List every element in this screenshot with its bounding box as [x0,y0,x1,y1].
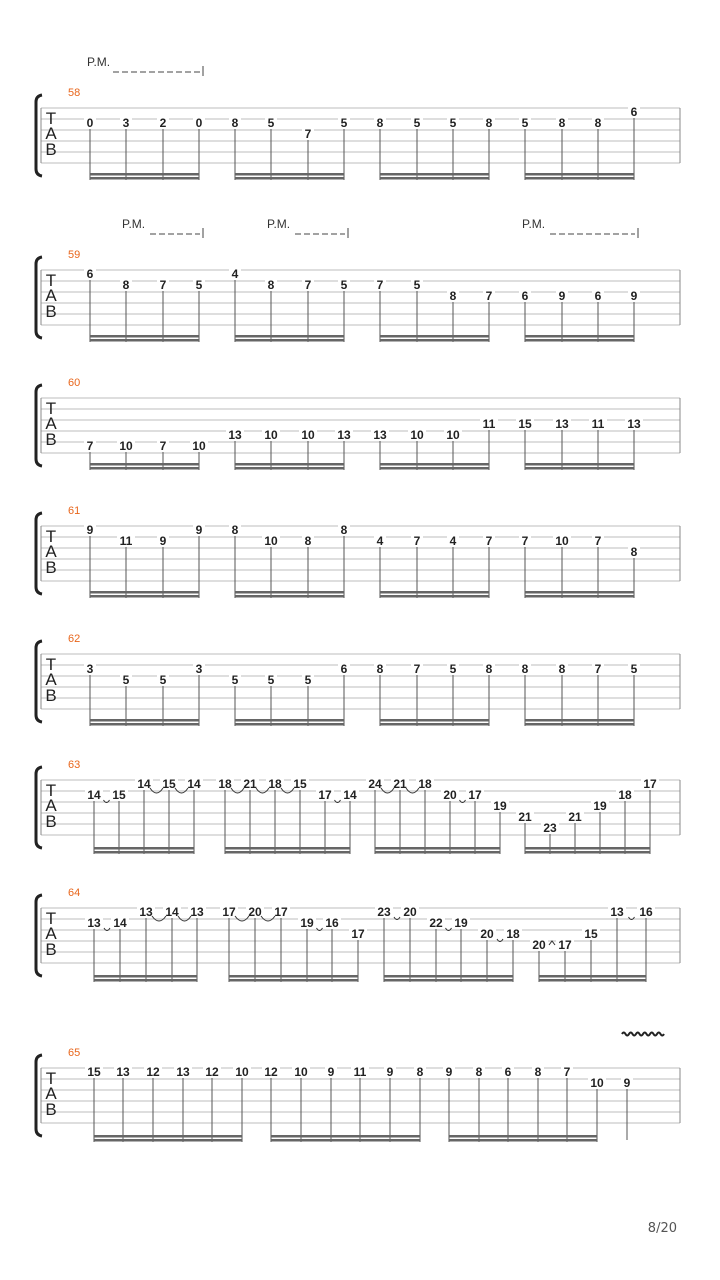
tab-clef-letter: T [45,1069,57,1088]
beam [235,723,344,726]
fret-number: 13 [87,916,101,930]
fret-number: 21 [393,777,407,791]
fret-number: 13 [627,417,641,431]
fret-number: 13 [176,1065,190,1079]
fret-number: 11 [119,534,133,548]
fret-number: 6 [594,289,602,303]
fret-number: 7 [159,439,167,453]
fret-number: 9 [630,289,638,303]
tab-clef-letter: T [45,109,57,128]
tab-system [36,217,680,342]
fret-number: 9 [623,1076,631,1090]
beam [539,979,646,982]
fret-number: 12 [146,1065,160,1079]
beam [94,851,194,854]
fret-number: 22 [429,916,443,930]
beam [525,177,634,180]
fret-number: 17 [318,788,332,802]
fret-number: 13 [337,428,351,442]
beam [525,847,650,850]
vibrato-mark [622,1033,664,1036]
fret-number: 15 [87,1065,101,1079]
fret-number: 10 [235,1065,249,1079]
fret-number: 21 [518,810,532,824]
tab-clef-letter: B [45,1100,57,1119]
tab-system [36,759,680,854]
fret-number: 7 [563,1065,571,1079]
beam [380,177,489,180]
beam [94,1139,242,1142]
fret-number: 13 [555,417,569,431]
fret-number: 5 [413,278,421,292]
fret-number: 5 [340,116,348,130]
fret-number: 7 [485,534,493,548]
tab-clef-letter: B [45,430,57,449]
fret-number: 8 [485,116,493,130]
tab-clef-letter: A [45,796,57,815]
tab-clef-letter: T [45,271,57,290]
page-number: 8/20 [647,1221,677,1236]
beam [235,467,344,470]
beam [271,1135,420,1138]
fret-number: 7 [594,662,602,676]
fret-number: 8 [475,1065,483,1079]
tab-clef-letter: A [45,414,57,433]
tab-clef-letter: T [45,781,57,800]
fret-number: 8 [416,1065,424,1079]
tab-clef-letter: A [45,542,57,561]
fret-number: 4 [231,267,239,281]
fret-number: 11 [482,417,496,431]
fret-number: 16 [639,905,653,919]
tab-clef-letter: A [45,924,57,943]
beam [539,975,646,978]
fret-number: 7 [304,127,312,141]
beam [380,719,489,722]
fret-number: 13 [228,428,242,442]
beam [525,591,634,594]
fret-number: 12 [264,1065,278,1079]
slide-mark [549,941,555,945]
fret-number: 15 [584,927,598,941]
fret-number: 14 [137,777,151,791]
measure-number: 64 [68,887,81,899]
beam [225,847,350,850]
fret-number: 10 [410,428,424,442]
tab-clef-letter: B [45,940,57,959]
beam [235,463,344,466]
fret-number: 13 [610,905,624,919]
fret-number: 19 [454,916,468,930]
fret-number: 7 [376,278,384,292]
beam [449,1139,597,1142]
fret-number: 8 [534,1065,542,1079]
beam [380,173,489,176]
fret-number: 6 [86,267,94,281]
fret-number: 17 [468,788,482,802]
fret-number: 10 [446,428,460,442]
fret-number: 8 [122,278,130,292]
beam [229,979,358,982]
fret-number: 8 [521,662,529,676]
fret-number: 8 [376,116,384,130]
fret-number: 20 [532,938,546,952]
beam [380,595,489,598]
beam [525,339,634,342]
measure-number: 60 [68,377,81,389]
fret-number: 6 [630,105,638,119]
fret-number: 15 [162,777,176,791]
fret-number: 23 [543,821,557,835]
beam [90,719,199,722]
fret-number: 13 [373,428,387,442]
fret-number: 8 [558,116,566,130]
tab-clef-letter: B [45,302,57,321]
fret-number: 20 [480,927,494,941]
palm-mute-label: P.M. [122,217,146,231]
fret-number: 14 [87,788,101,802]
beam [525,851,650,854]
fret-number: 9 [386,1065,394,1079]
beam [235,595,344,598]
fret-number: 7 [304,278,312,292]
fret-number: 18 [506,927,520,941]
fret-number: 9 [327,1065,335,1079]
fret-number: 9 [558,289,566,303]
fret-number: 10 [294,1065,308,1079]
fret-number: 4 [376,534,384,548]
fret-number: 0 [195,116,203,130]
tab-clef-letter: A [45,286,57,305]
palm-mute-label: P.M. [87,55,111,69]
fret-number: 7 [485,289,493,303]
fret-number: 20 [248,905,262,919]
fret-number: 12 [205,1065,219,1079]
fret-number: 3 [122,116,130,130]
fret-number: 5 [449,116,457,130]
beam [380,467,489,470]
beam [235,591,344,594]
beam [94,1135,242,1138]
tab-clef-letter: T [45,527,57,546]
beam [94,979,197,982]
beam [94,975,197,978]
tab-clef-letter: A [45,670,57,689]
fret-number: 8 [449,289,457,303]
fret-number: 19 [593,799,607,813]
beam [375,851,500,854]
beam [271,1139,420,1142]
fret-number: 5 [267,116,275,130]
beam [380,335,489,338]
beam [380,723,489,726]
fret-number: 5 [630,662,638,676]
beam [235,339,344,342]
fret-number: 13 [139,905,153,919]
fret-number: 5 [449,662,457,676]
fret-number: 15 [112,788,126,802]
beam [90,173,199,176]
fret-number: 7 [159,278,167,292]
fret-number: 18 [268,777,282,791]
beam [235,173,344,176]
fret-number: 2 [159,116,167,130]
fret-number: 3 [195,662,203,676]
fret-number: 0 [86,116,94,130]
fret-number: 15 [293,777,307,791]
fret-number: 8 [231,116,239,130]
fret-number: 6 [340,662,348,676]
fret-number: 21 [243,777,257,791]
fret-number: 7 [521,534,529,548]
fret-number: 17 [558,938,572,952]
fret-number: 14 [343,788,357,802]
tab-system [36,505,680,598]
fret-number: 10 [590,1076,604,1090]
fret-number: 8 [630,545,638,559]
beam [525,723,634,726]
fret-number: 18 [618,788,632,802]
fret-number: 5 [521,116,529,130]
tab-system [36,1033,680,1143]
measure-number: 59 [68,249,81,261]
fret-number: 13 [116,1065,130,1079]
fret-number: 17 [274,905,288,919]
fret-number: 5 [159,673,167,687]
palm-mute-label: P.M. [267,217,291,231]
fret-number: 16 [325,916,339,930]
fret-number: 8 [594,116,602,130]
fret-number: 5 [122,673,130,687]
fret-number: 17 [643,777,657,791]
fret-number: 4 [449,534,457,548]
beam [90,595,199,598]
measure-number: 58 [68,87,81,99]
fret-number: 24 [368,777,382,791]
fret-number: 8 [231,523,239,537]
fret-number: 20 [403,905,417,919]
fret-number: 20 [443,788,457,802]
fret-number: 8 [558,662,566,676]
fret-number: 14 [113,916,127,930]
fret-number: 10 [264,534,278,548]
fret-number: 8 [340,523,348,537]
fret-number: 6 [504,1065,512,1079]
tab-system [36,633,680,726]
fret-number: 5 [231,673,239,687]
beam [90,339,199,342]
beam [525,719,634,722]
fret-number: 8 [267,278,275,292]
measure-number: 63 [68,759,81,771]
tab-clef-letter: B [45,812,57,831]
tab-clef-letter: T [45,655,57,674]
tab-clef-letter: B [45,686,57,705]
beam [449,1135,597,1138]
fret-number: 18 [418,777,432,791]
tab-system [36,887,680,982]
fret-number: 13 [190,905,204,919]
fret-number: 17 [351,927,365,941]
fret-number: 9 [445,1065,453,1079]
fret-number: 10 [555,534,569,548]
fret-number: 5 [195,278,203,292]
fret-number: 10 [119,439,133,453]
fret-number: 9 [195,523,203,537]
beam [90,177,199,180]
beam [525,173,634,176]
beam [225,851,350,854]
fret-number: 7 [413,534,421,548]
measure-number: 61 [68,505,81,517]
fret-number: 10 [192,439,206,453]
measure-number: 62 [68,633,81,645]
fret-number: 5 [267,673,275,687]
tab-clef-letter: B [45,558,57,577]
fret-number: 14 [187,777,201,791]
beam [525,467,634,470]
fret-number: 19 [493,799,507,813]
fret-number: 7 [86,439,94,453]
fret-number: 6 [521,289,529,303]
fret-number: 7 [413,662,421,676]
fret-number: 5 [413,116,421,130]
beam [235,335,344,338]
fret-number: 23 [377,905,391,919]
fret-number: 5 [304,673,312,687]
fret-number: 15 [518,417,532,431]
fret-number: 10 [301,428,315,442]
palm-mute-label: P.M. [522,217,546,231]
fret-number: 14 [165,905,179,919]
fret-number: 8 [376,662,384,676]
beam [90,467,199,470]
beam [90,723,199,726]
fret-number: 17 [222,905,236,919]
tab-clef-letter: A [45,1084,57,1103]
tab-system [36,377,680,470]
fret-number: 19 [300,916,314,930]
fret-number: 3 [86,662,94,676]
beam [525,463,634,466]
beam [384,975,513,978]
beam [235,177,344,180]
fret-number: 10 [264,428,278,442]
tab-clef-letter: T [45,909,57,928]
tab-clef-letter: T [45,399,57,418]
fret-number: 9 [86,523,94,537]
beam [380,339,489,342]
tab-clef-letter: B [45,140,57,159]
beam [90,591,199,594]
fret-number: 11 [591,417,605,431]
fret-number: 11 [353,1065,367,1079]
tab-system [36,55,680,180]
fret-number: 21 [568,810,582,824]
tab-clef-letter: A [45,124,57,143]
fret-number: 7 [594,534,602,548]
fret-number: 9 [159,534,167,548]
beam [380,591,489,594]
fret-number: 8 [304,534,312,548]
beam [384,979,513,982]
fret-number: 18 [218,777,232,791]
fret-number: 5 [340,278,348,292]
fret-number: 8 [485,662,493,676]
beam [235,719,344,722]
beam [525,595,634,598]
beam [94,847,194,850]
beam [380,463,489,466]
measure-number: 65 [68,1047,81,1059]
beam [90,335,199,338]
beam [229,975,358,978]
beam [90,463,199,466]
beam [375,847,500,850]
beam [525,335,634,338]
